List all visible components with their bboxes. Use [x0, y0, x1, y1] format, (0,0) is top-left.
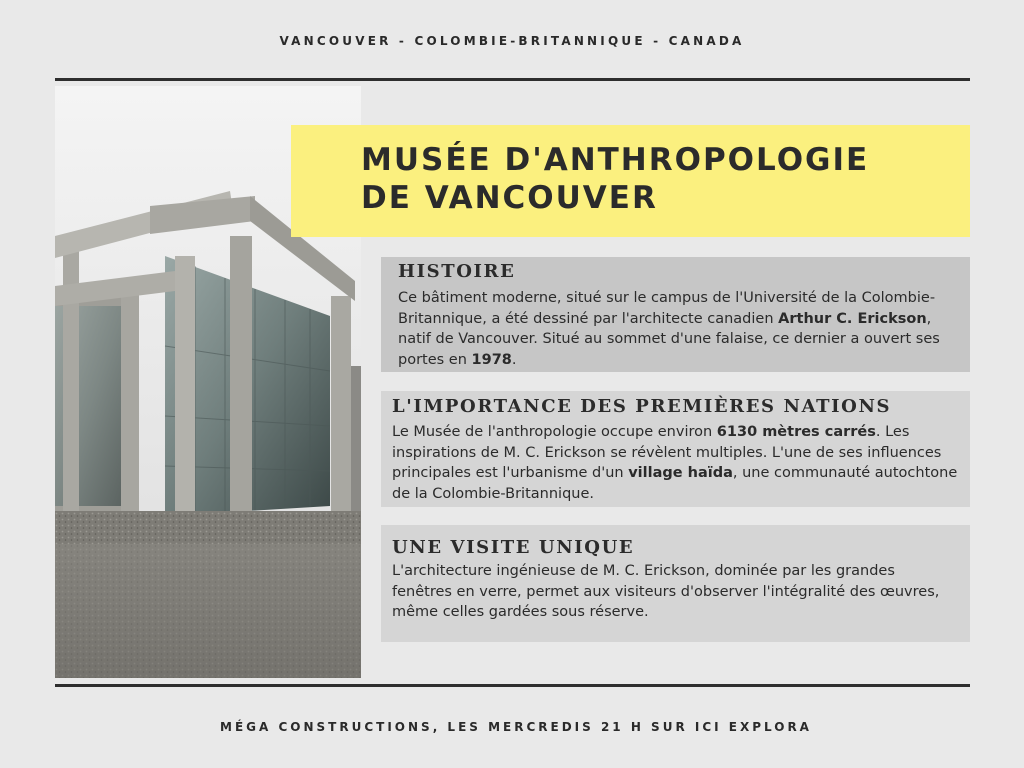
- location-caption: VANCOUVER - COLOMBIE-BRITANNIQUE - CANADA: [279, 34, 745, 48]
- text-run: , natif de Vancouver. Situé au sommet d'une falaise, ce dernier a ouvert ses portes en: [398, 310, 940, 368]
- section-importance: [381, 391, 970, 507]
- architect-name: Arthur C. Erickson: [778, 310, 927, 327]
- area-value: 6130 mètres carrés: [716, 424, 876, 440]
- section-text-histoire: [398, 288, 958, 370]
- section-text-importance: [392, 422, 962, 504]
- section-visite: [381, 525, 970, 642]
- section-heading-histoire: HISTOIRE: [398, 261, 516, 282]
- text-run: .: [511, 351, 517, 368]
- section-heading-visite: UNE VISITE UNIQUE: [392, 537, 635, 558]
- top-divider: [55, 78, 970, 81]
- footer-caption: MÉGA CONSTRUCTIONS, LES MERCREDIS 21 H SUR ICI EXPLORA: [220, 720, 812, 734]
- bottom-divider: [55, 684, 970, 687]
- section-histoire: [381, 257, 970, 372]
- text-run: Le Musée de l'anthropologie occupe environ: [392, 424, 717, 440]
- text-run: Ce bâtiment moderne, situé sur le campus de l'Université de la Colombie-Britannique, a été dessiné par l'architecte canadien: [398, 290, 936, 327]
- title-banner: [291, 125, 970, 237]
- opening-year: 1978: [471, 351, 512, 368]
- section-text-visite: L'architecture ingénieuse de M. C. Erickson, dominée par les grandes fenêtres en verre, permet aux visiteurs d'observer l'intégralité des œuvres, même celles gardées sous réserve.: [392, 563, 940, 620]
- text-run: . Les inspirations de M. C. Erickson se révèlent multiples. L'une de ses influences principales est l'urbanisme d'un: [392, 424, 942, 481]
- text-run: , une communauté autochtone de la Colombie-Britannique.: [392, 465, 958, 502]
- village-name: village haïda: [628, 465, 733, 481]
- title-line-2: DE VANCOUVER: [361, 180, 658, 216]
- section-heading-importance: L'IMPORTANCE DES PREMIÈRES NATIONS: [392, 396, 892, 417]
- page-title: [361, 141, 869, 217]
- title-line-1: MUSÉE D'ANTHROPOLOGIE: [361, 142, 870, 178]
